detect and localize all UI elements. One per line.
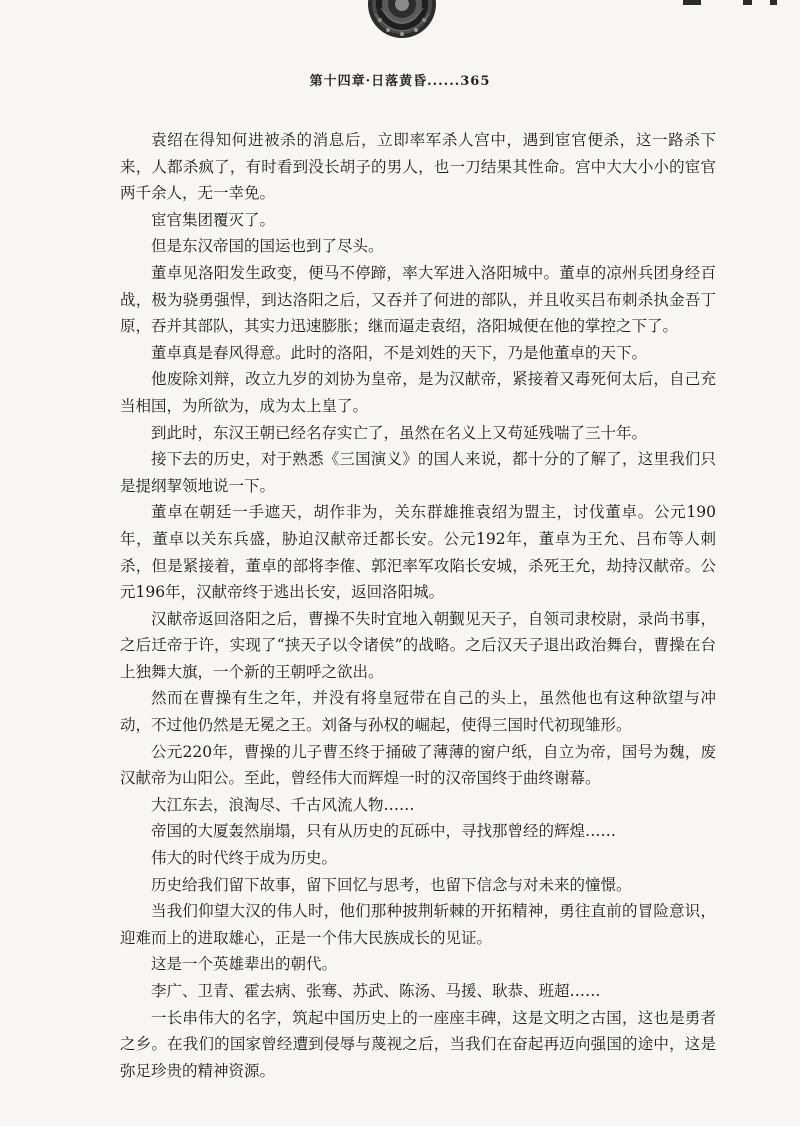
paragraph: 宦官集团覆灭了。 xyxy=(151,210,276,229)
paragraph: 这是一个英雄辈出的朝代。 xyxy=(151,955,338,974)
paragraph: 当我们仰望大汉的伟人时，他们那种披荆斩棘的开拓精神，勇往直前的冒险意识，迎难而上的进取雄心，正是一个伟大民族成长的见证。 xyxy=(120,902,716,947)
bronze-mirror-icon xyxy=(367,0,437,46)
paragraph: 接下去的历史，对于熟悉《三国演义》的国人来说，都十分的了解了，这里我们只是提纲挈领地说一下。 xyxy=(120,450,716,495)
paragraph: 公元220年，曹操的儿子曹丕终于捅破了薄薄的窗户纸，自立为帝，国号为魏，废汉献帝为山阳公。至此，曾经伟大而辉煌一时的汉帝国终于曲终谢幕。 xyxy=(120,742,716,788)
paragraph: 到此时，东汉王朝已经名存实亡了，虽然在名义上又苟延残喘了三十年。 xyxy=(151,423,648,442)
paragraph: 袁绍在得知何进被杀的消息后，立即率军杀人宫中，遇到宦官便杀，这一路杀下来，人都杀疯了，有时看到没长胡子的男人，也一刀结果其性命。宫中大大小小的宦官两千余人，无一幸免。 xyxy=(120,131,716,203)
paragraph: 然而在曹操有生之年，并没有将皇冠带在自己的头上，虽然他也有这种欲望与冲动，不过他仍然是无冕之王。刘备与孙权的崛起，使得三国时代初现雏形。 xyxy=(120,689,716,735)
paragraph: 汉献帝返回洛阳之后，曹操不失时宜地入朝觐见天子，自领司隶校尉，录尚书事，之后迁帝于许，实现了“挟天子以令诸侯”的战略。之后汉天子退出政治舞台，曹操在台上独舞大旗，一个新的王朝呼之欲出。 xyxy=(120,609,716,681)
paragraph: 帝国的大厦轰然崩塌，只有从历史的瓦砾中，寻找那曾经的辉煌…… xyxy=(151,822,617,841)
running-head: 第十四章·日落黄昏......365 xyxy=(309,74,491,89)
paragraph: 董卓真是春风得意。此时的洛阳，不是刘姓的天下，乃是他董卓的天下。 xyxy=(151,343,648,362)
paragraph: 一长串伟大的名字，筑起中国历史上的一座座丰碑，这是文明之古国，这也是勇者之乡。在我们的国家曾经遭到侵辱与蔑视之后，当我们在奋起再迈向强国的途中，这是弥足珍贵的精神资源。 xyxy=(120,1008,716,1080)
paragraph: 董卓见洛阳发生政变，便马不停蹄，率大军进入洛阳城中。董卓的凉州兵团身经百战，极为骁勇强悍，到达洛阳之后，又吞并了何进的部队，并且收买吕布刺杀执金吾丁原，吞并其部队，其实力迅速膨胀；继而逼走袁绍，洛阳城便在他的掌控之下了。 xyxy=(120,263,716,336)
paragraph: 他废除刘辩，改立九岁的刘协为皇帝，是为汉献帝，紧接着又毒死何太后，自己充当相国，为所欲为，成为太上皇了。 xyxy=(120,370,716,415)
paragraph: 董卓在朝廷一手遮天，胡作非为，关东群雄推袁绍为盟主，讨伐董卓。公元190年，董卓以关东兵盛，胁迫汉献帝迁都长安。公元192年，董卓为王允、吕布等人刺杀，但是紧接着，董卓的部将李傕、郭汜率军攻陷长安城，杀死王允，劫持汉献帝。公元196年，汉献帝终于逃出长安，返回洛阳城。 xyxy=(120,503,716,602)
paragraph: 大江东去，浪淘尽、千古风流人物…… xyxy=(151,795,415,814)
body-text xyxy=(120,127,716,1084)
paragraph: 历史给我们留下故事，留下回忆与思考，也留下信念与对未来的憧憬。 xyxy=(151,875,632,894)
paragraph: 李广、卫青、霍去病、张骞、苏武、陈汤、马援、耿恭、班超…… xyxy=(151,982,601,1000)
scan-edge-marks xyxy=(668,0,798,8)
paragraph: 但是东汉帝国的国运也到了尽头。 xyxy=(151,237,384,256)
paragraph: 伟大的时代终于成为历史。 xyxy=(151,849,338,868)
